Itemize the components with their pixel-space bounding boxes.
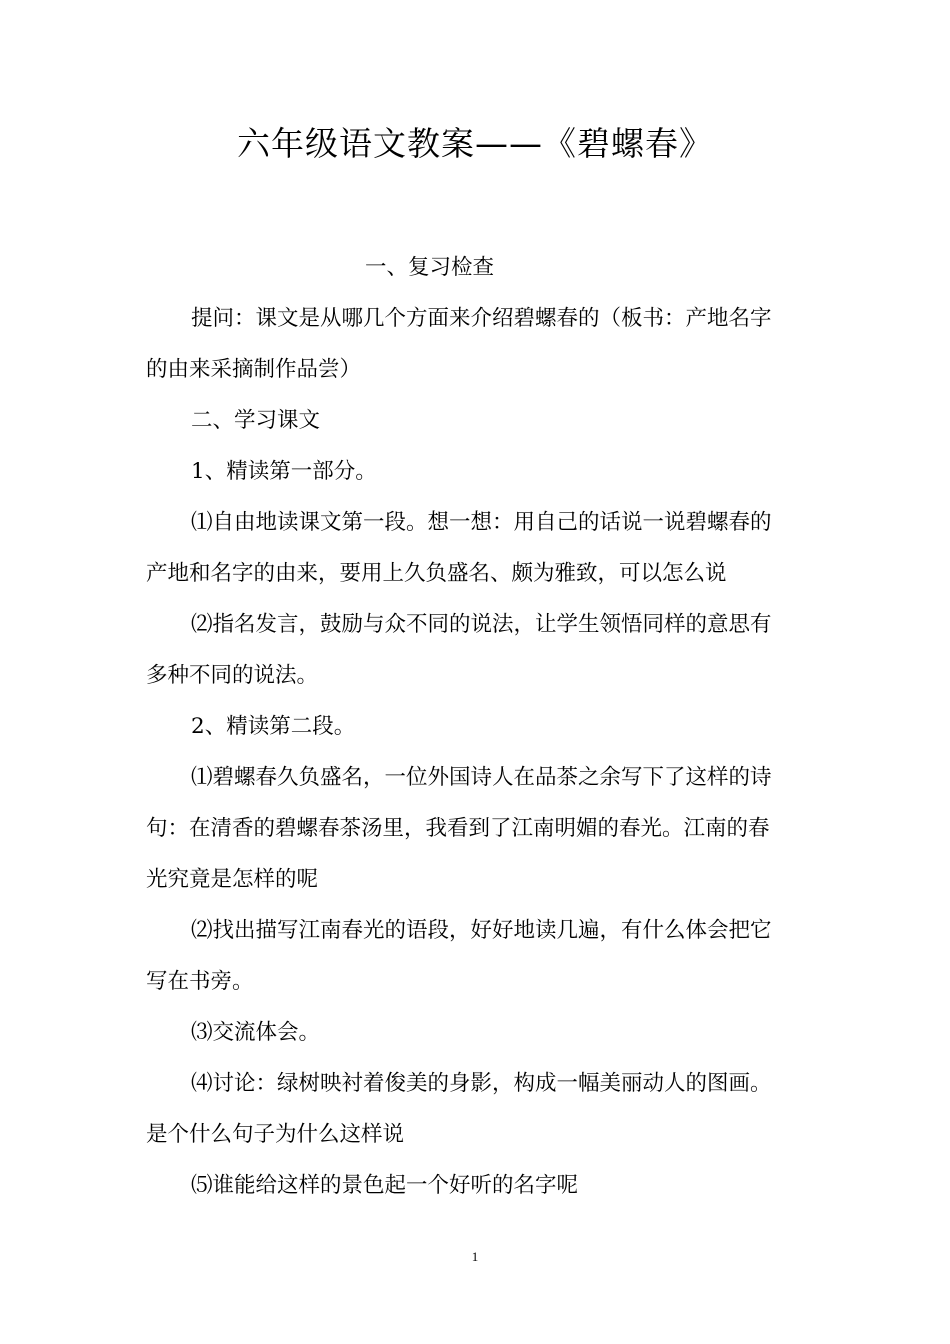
paragraph-line: [146, 865, 318, 895]
paragraph-line: [146, 559, 727, 589]
line-text: 是个什么句子为什么这样说: [146, 1122, 405, 1147]
line-text: 的由来采摘制作品尝）: [146, 357, 362, 382]
line-text: 找出描写江南春光的语段，好好地读几遍，有什么体会把它: [212, 918, 772, 943]
line-text: 碧螺春久负盛名，一位外国诗人在品茶之余写下了这样的诗: [212, 765, 772, 790]
line-text: 讨论：绿树映衬着俊美的身影，构成一幅美丽动人的图画。: [212, 1071, 772, 1096]
item-number: ⑵: [191, 918, 213, 943]
section-heading-review: [365, 253, 494, 283]
item-number: ⑵: [191, 612, 213, 637]
line-text: 、精读第一部分。: [204, 459, 377, 484]
paragraph-line: [191, 610, 772, 640]
line-text: 二、学习课文: [191, 408, 321, 433]
line-text: 自由地读课文第一段。想一想：用自己的话说一说碧螺春的: [212, 510, 772, 535]
line-text: 光究竟是怎样的呢: [146, 867, 319, 892]
line-text: 一、复习检查: [365, 255, 495, 280]
line-text: 多种不同的说法。: [146, 663, 319, 688]
line-text: 写在书旁。: [146, 969, 254, 994]
item-number: ⑶: [191, 1020, 213, 1045]
paragraph-line: [146, 661, 318, 691]
paragraph-line: [146, 1120, 404, 1150]
item-number: ⑸: [191, 1173, 213, 1198]
page-number: 1: [471, 1249, 479, 1264]
item-number: 2: [191, 714, 205, 739]
line-text: 交流体会。: [212, 1020, 321, 1045]
paragraph-line: [191, 1171, 578, 1201]
paragraph-line: [191, 763, 772, 793]
paragraph-line: [191, 916, 772, 946]
item-number: ⑴: [191, 510, 213, 535]
paragraph-line: [146, 355, 361, 385]
paragraph-line: [146, 967, 254, 997]
line-text: 产地和名字的由来，要用上久负盛名、颇为雅致，可以怎么说: [146, 561, 727, 586]
paragraph-line: [191, 304, 772, 334]
document-title: 六年级语文教案——《碧螺春》: [237, 124, 713, 163]
line-text: 指名发言，鼓励与众不同的说法，让学生领悟同样的意思有: [212, 612, 772, 637]
line-text: 、精读第二段。: [204, 714, 356, 739]
subsection-heading: [191, 712, 355, 742]
paragraph-line: [191, 508, 772, 538]
line-text: 句：在清香的碧螺春茶汤里，我看到了江南明媚的春光。江南的春: [146, 816, 770, 841]
section-heading-study: [191, 406, 320, 436]
item-number: ⑴: [191, 765, 213, 790]
item-number: 1: [191, 459, 205, 484]
item-number: ⑷: [191, 1071, 213, 1096]
subsection-heading: [191, 457, 377, 487]
paragraph-line: [191, 1018, 320, 1048]
paragraph-line: [146, 814, 770, 844]
line-text: 提问：课文是从哪几个方面来介绍碧螺春的（板书：产地名字: [191, 306, 772, 331]
paragraph-line: [191, 1069, 772, 1099]
line-text: 谁能给这样的景色起一个好听的名字呢: [212, 1173, 579, 1198]
